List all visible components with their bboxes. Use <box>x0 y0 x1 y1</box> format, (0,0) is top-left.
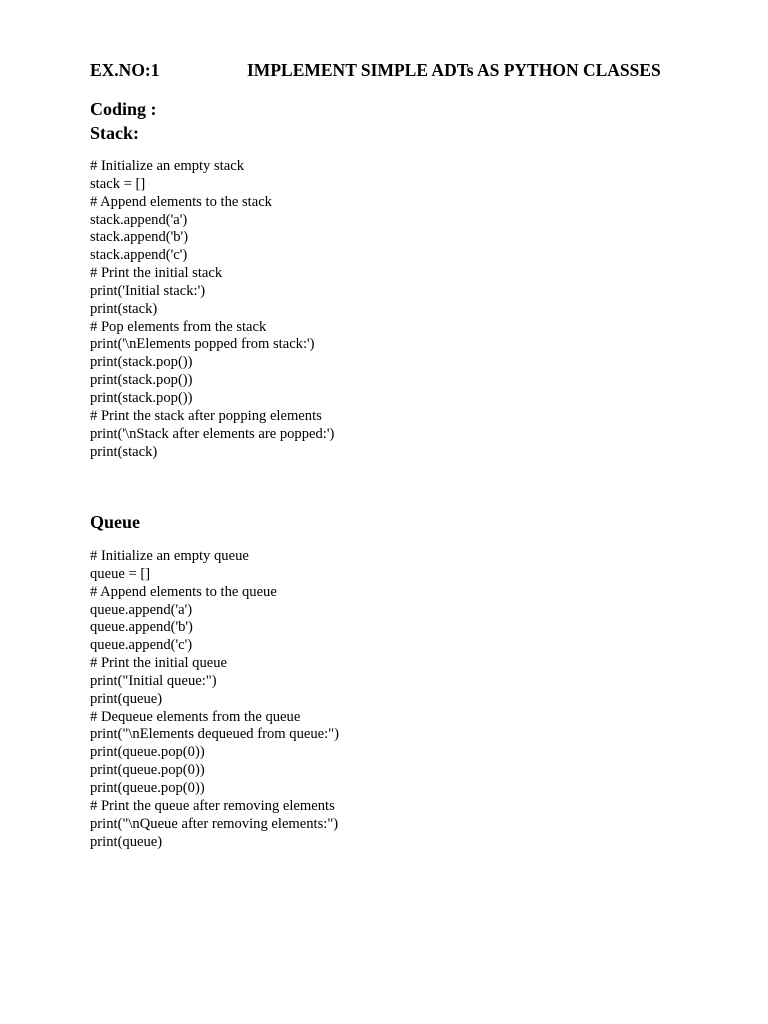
code-line: print(stack) <box>90 443 158 460</box>
code-line: # Append elements to the queue <box>90 583 277 600</box>
code-line: # Initialize an empty stack <box>90 158 244 174</box>
code-line: # Print the queue after removing elements <box>90 797 335 814</box>
code-line: print(stack) <box>90 300 158 317</box>
code-line: queue.append('a') <box>90 601 193 618</box>
code-line: print("Initial queue:") <box>90 672 217 689</box>
exercise-number: EX.NO:1 <box>90 60 160 80</box>
coding-label: Coding : <box>90 99 157 119</box>
code-line: # Dequeue elements from the queue <box>90 708 301 725</box>
code-line: queue = [] <box>90 565 151 582</box>
stack-heading: Stack: <box>90 123 139 143</box>
code-line: stack = [] <box>90 175 146 192</box>
code-line: queue.append('b') <box>90 619 193 636</box>
code-line: print(queue) <box>90 833 163 850</box>
stack-code-block <box>90 158 334 461</box>
code-line: print(stack.pop()) <box>90 372 193 389</box>
exercise-title: IMPLEMENT SIMPLE ADTs AS PYTHON CLASSES <box>247 60 661 80</box>
code-line: print('\nStack after elements are popped:') <box>90 425 335 442</box>
code-line: print(queue.pop(0)) <box>90 762 205 779</box>
code-line: print(queue.pop(0)) <box>90 779 205 796</box>
exercise-header <box>90 60 690 84</box>
code-line: print(queue.pop(0)) <box>90 744 205 761</box>
queue-heading: Queue <box>90 512 141 532</box>
code-line: # Pop elements from the stack <box>90 318 267 335</box>
code-line: # Print the initial stack <box>90 265 223 282</box>
code-line: print('\nElements popped from stack:') <box>90 336 315 353</box>
code-line: # Print the stack after popping elements <box>90 407 322 424</box>
queue-code-block <box>90 548 339 851</box>
code-line: stack.append('c') <box>90 247 188 264</box>
code-line: # Print the initial queue <box>90 655 227 672</box>
code-line: queue.append('c') <box>90 637 193 654</box>
code-line: print("\nQueue after removing elements:") <box>90 815 339 832</box>
code-line: # Initialize an empty queue <box>90 548 249 564</box>
code-line: print('Initial stack:') <box>90 282 206 299</box>
code-line: print(stack.pop()) <box>90 354 193 371</box>
code-line: print("\nElements dequeued from queue:") <box>90 726 339 743</box>
code-line: # Append elements to the stack <box>90 193 272 210</box>
code-line: print(stack.pop()) <box>90 389 193 406</box>
code-line: stack.append('b') <box>90 229 189 246</box>
code-line: print(queue) <box>90 690 163 707</box>
code-line: stack.append('a') <box>90 211 188 228</box>
